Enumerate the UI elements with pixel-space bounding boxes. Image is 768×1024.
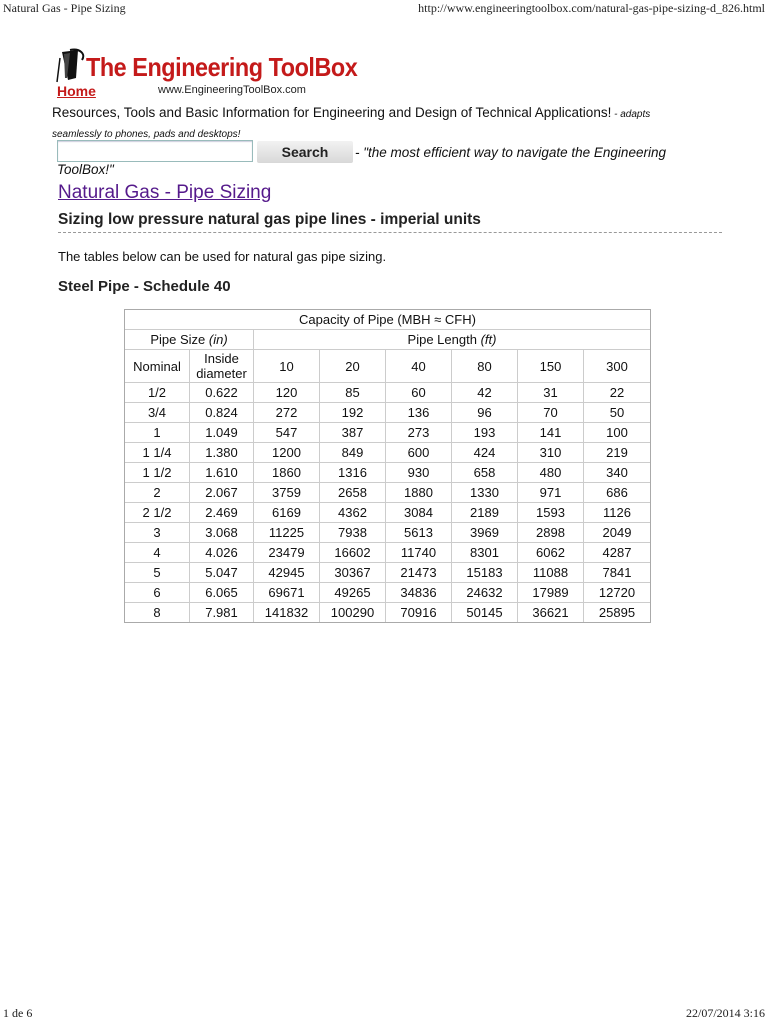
search-slogan: - "the most efficient way to navigate the Engineering [355,145,666,160]
col-header-length: 80 [452,350,518,383]
capacity-cell: 34836 [386,583,452,603]
nominal-size-cell: 3 [125,523,190,543]
capacity-cell: 25895 [598,605,636,620]
table-row [125,383,650,403]
pipe-sizing-table [124,309,651,623]
col-header-length: 10 [254,350,320,383]
table-row [125,563,650,583]
inside-diameter-cell: 1.610 [190,463,254,483]
capacity-cell: 70916 [386,603,452,622]
capacity-cell: 21473 [386,563,452,583]
capacity-cell: 1880 [386,483,452,503]
capacity-cell: 141 [518,423,584,443]
capacity-cell: 31 [518,383,584,403]
capacity-cell: 3759 [254,483,320,503]
capacity-cell: 658 [452,463,518,483]
capacity-cell: 310 [518,443,584,463]
print-header [0,0,768,16]
capacity-cell: 11225 [254,523,320,543]
capacity-cell: 42 [452,383,518,403]
inside-diameter-cell: 7.981 [190,603,254,622]
capacity-cell: 96 [452,403,518,423]
nominal-size-cell: 2 1/2 [125,503,190,523]
col-header-length: 20 [320,350,386,383]
table-row [125,423,650,443]
table-row [125,403,650,423]
inside-diameter-cell: 1.049 [190,423,254,443]
capacity-cell: 100290 [320,603,386,622]
capacity-cell: 42945 [254,563,320,583]
capacity-cell: 273 [386,423,452,443]
capacity-cell: 1860 [254,463,320,483]
capacity-cell: 600 [386,443,452,463]
inside-diameter-cell: 0.824 [190,403,254,423]
site-tagline [52,104,692,144]
table-row [125,523,650,543]
capacity-cell: 36621 [518,603,584,622]
capacity-cell: 7841 [584,563,650,583]
inside-diameter-cell: 0.622 [190,383,254,403]
capacity-cell: 50 [584,403,650,423]
capacity-cell: 85 [320,383,386,403]
inside-diameter-cell: 4.026 [190,543,254,563]
capacity-cell: 1330 [452,483,518,503]
capacity-cell: 192 [320,403,386,423]
capacity-cell: 340 [584,463,650,483]
capacity-cell: 120 [254,383,320,403]
capacity-cell: 60 [386,383,452,403]
capacity-cell: 1316 [320,463,386,483]
capacity-cell: 7938 [320,523,386,543]
capacity-cell: 6169 [254,503,320,523]
col-header-nominal: Nominal [125,350,190,383]
nominal-size-cell: 2 [125,483,190,503]
print-datetime: 22/07/2014 3:16 [685,1006,765,1020]
section-heading: Steel Pipe - Schedule 40 [58,278,231,295]
capacity-cell: 15183 [452,563,518,583]
nominal-size-cell: 3/4 [125,403,190,423]
capacity-cell: 686 [584,483,650,503]
capacity-cell: 141832 [254,603,320,622]
tagline-main: Resources, Tools and Basic Information for Engineering and Design of Technical Applications! [52,105,612,120]
capacity-cell: 547 [254,423,320,443]
capacity-cell: 5613 [386,523,452,543]
capacity-cell: 3084 [386,503,452,523]
capacity-cell: 2658 [320,483,386,503]
capacity-cell: 2189 [452,503,518,523]
col-header-inside-diameter [190,350,254,383]
table-row [125,443,650,463]
capacity-cell: 16602 [320,543,386,563]
capacity-cell: 2049 [584,523,650,543]
capacity-cell: 424 [452,443,518,463]
inside-diameter-cell: 1.380 [190,443,254,463]
search-button[interactable]: Search [257,141,353,163]
capacity-cell: 4287 [584,543,650,563]
capacity-cell: 100 [584,423,650,443]
inside-diameter-cell: 2.067 [190,483,254,503]
capacity-cell: 12720 [584,583,650,603]
capacity-cell: 50145 [452,603,518,622]
inside-diameter-cell: 5.047 [190,563,254,583]
inside-diameter-cell: 6.065 [190,583,254,603]
inside-diameter-cell: 3.068 [190,523,254,543]
home-link[interactable]: Home [57,83,96,99]
col-header-length: 300 [584,350,650,383]
nominal-size-cell: 6 [125,583,190,603]
pipe-length-header [254,330,650,350]
capacity-cell: 3969 [452,523,518,543]
nominal-size-cell: 8 [125,603,190,622]
logo-title: The Engineering ToolBox [86,52,358,82]
nominal-size-cell: 1 1/2 [125,463,190,483]
capacity-cell: 69671 [254,583,320,603]
intro-text: The tables below can be used for natural gas pipe sizing. [58,249,387,264]
capacity-cell: 1593 [518,503,584,523]
inside-diameter-cell: 2.469 [190,503,254,523]
print-page-number: 1 de 6 [3,1006,33,1020]
pipe-length-label: Pipe Length [407,332,481,347]
capacity-cell: 930 [386,463,452,483]
pipe-sizing-table-wrap [124,309,651,623]
page-subtitle: Sizing low pressure natural gas pipe lines - imperial units [58,211,481,228]
nominal-size-cell: 1 [125,423,190,443]
site-logo-link[interactable] [56,48,384,100]
print-page-title: Natural Gas - Pipe Sizing [3,1,126,15]
print-page-url: http://www.engineeringtoolbox.com/natural-gas-pipe-sizing-d_826.html [418,1,765,15]
capacity-cell: 70 [518,403,584,423]
pipe-length-unit: (ft) [480,332,497,347]
nominal-size-cell: 1/2 [125,383,190,403]
table-row [125,583,650,603]
capacity-cell: 49265 [320,583,386,603]
capacity-cell: 23479 [254,543,320,563]
table-row [125,543,650,563]
table-row [125,603,650,622]
print-footer [0,1006,768,1022]
capacity-cell: 193 [452,423,518,443]
pipe-size-unit: (in) [208,332,228,347]
capacity-cell: 22 [584,383,650,403]
capacity-cell: 2898 [518,523,584,543]
capacity-cell: 6062 [518,543,584,563]
table-group-header-row [125,330,650,350]
capacity-cell: 11740 [386,543,452,563]
nominal-size-cell: 4 [125,543,190,563]
diameter-label: diameter [196,366,247,381]
col-header-length: 40 [386,350,452,383]
capacity-cell: 387 [320,423,386,443]
table-caption-row [125,310,650,330]
capacity-cell: 480 [518,463,584,483]
table-column-header-row [125,350,650,383]
capacity-cell: 1200 [254,443,320,463]
table-row [125,463,650,483]
table-row [125,483,650,503]
capacity-cell: 8301 [452,543,518,563]
table-caption: Capacity of Pipe (MBH ≈ CFH) [125,310,650,330]
capacity-cell: 4362 [320,503,386,523]
capacity-cell: 272 [254,403,320,423]
capacity-cell: 11088 [518,563,584,583]
search-slogan-end: ToolBox!" [57,162,114,177]
capacity-cell: 17989 [518,583,584,603]
inside-label: Inside [204,351,239,366]
capacity-cell: 849 [320,443,386,463]
capacity-cell: 971 [518,483,584,503]
search-input[interactable] [57,140,253,162]
tagline-sub: - adapts seamlessly to phones, pads and desktops! [52,109,651,140]
capacity-cell: 1126 [584,503,650,523]
col-header-length: 150 [518,350,584,383]
capacity-cell: 24632 [452,583,518,603]
pipe-size-label: Pipe Size [150,332,209,347]
nominal-size-cell: 1 1/4 [125,443,190,463]
logo-url: www.EngineeringToolBox.com [158,84,306,96]
capacity-cell: 219 [584,443,650,463]
divider [58,232,722,233]
table-row [125,503,650,523]
pipe-size-header [125,330,254,350]
capacity-cell: 30367 [320,563,386,583]
page-title-link[interactable]: Natural Gas - Pipe Sizing [58,182,272,203]
capacity-cell: 136 [386,403,452,423]
nominal-size-cell: 5 [125,563,190,583]
